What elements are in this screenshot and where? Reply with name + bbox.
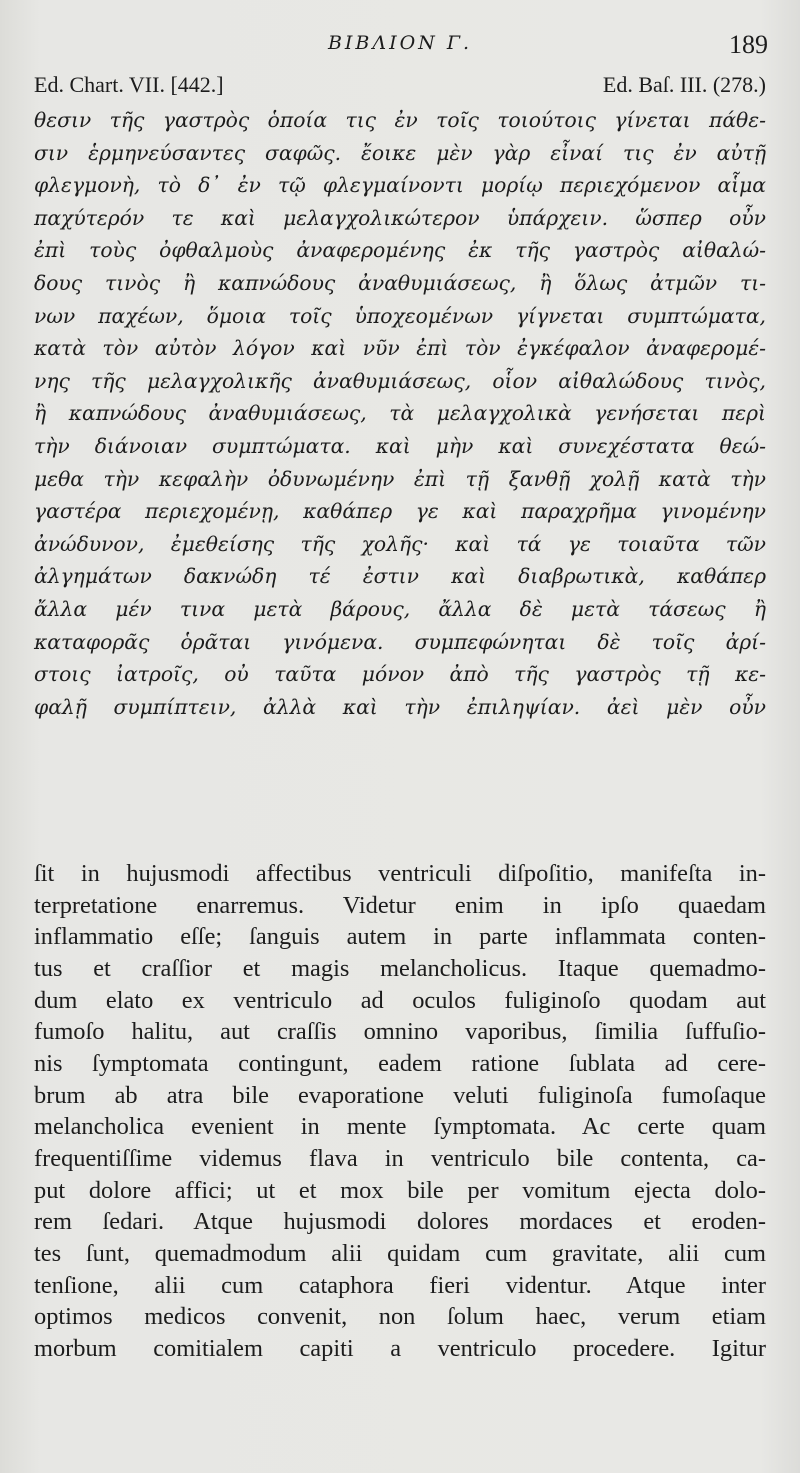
latin-line: brum ab atra bile evaporatione veluti fuliginoſa fumoſaque [34,1081,766,1109]
greek-line: τὴν διάνοιαν συμπτώματα. καὶ μὴν καὶ συνεχέστατα θεώ- [34,433,766,458]
greek-line: μεθα τὴν κεφαλὴν ὀδυνωμένην ἐπὶ τῇ ξανθῇ χολῇ κατὰ τὴν [34,466,766,491]
latin-line: inflammatio eſſe; ſanguis autem in parte inflammata conten- [34,923,766,951]
greek-line: ἀλγημάτων δακνώδη τέ ἐστιν καὶ διαβρωτικὰ, καθάπερ [34,564,766,589]
latin-line: frequentiſſime videmus flava in ventriculo bile contenta, ca- [34,1144,766,1172]
latin-line: morbum comitialem capiti a ventriculo procedere. Igitur [34,1334,766,1362]
latin-line: put dolore affici; ut et mox bile per vomitum ejecta dolo- [34,1176,766,1204]
greek-line: στοις ἰατροῖς, οὐ ταῦτα μόνον ἀπὸ τῆς γαστρὸς τῇ κε- [34,662,766,687]
greek-line: νων παχέων, ὅμοια τοῖς ὑποχεομένων γίγνεται συμπτώματα, [34,303,766,328]
greek-line: νης τῆς μελαγχολικῆς ἀναθυμιάσεως, οἷον αἰθαλώδους τινὸς, [34,368,766,393]
greek-line: δους τινὸς ἢ καπνώδους ἀναθυμιάσεως, ἢ ὅλως ἀτμῶν τι- [34,270,766,295]
greek-line: σιν ἑρμηνεύσαντες σαφῶς. ἔοικε μὲν γὰρ εἶναί τις ἐν αὐτῇ [34,140,766,165]
greek-line: ἢ καπνώδους ἀναθυμιάσεως, τὰ μελαγχολικὰ γενήσεται περὶ [34,401,766,426]
greek-line: ἄλλα μέν τινα μετὰ βάρους, ἄλλα δὲ μετὰ τάσεως ἢ [34,596,766,621]
greek-line: ἐπὶ τοὺς ὀφθαλμοὺς ἀναφερομένης ἐκ τῆς γαστρὸς αἰθαλώ- [34,238,766,263]
greek-line: γαστέρα περιεχομένῃ, καθάπερ γε καὶ παραχρῆμα γινομένην [34,499,766,524]
running-head [0,30,800,64]
greek-line: φαλῇ συμπίπτειν, ἀλλὰ καὶ τὴν ἐπιληψίαν. ἀεὶ μὲν οὖν [34,694,766,719]
edition-reference-right: Ed. Baſ. III. (278.) [602,72,766,97]
greek-text-block [34,104,766,723]
greek-line: θεσιν τῆς γαστρὸς ὁποία τις ἐν τοῖς τοιούτοις γίνεται πάθε- [34,108,766,132]
greek-line: ἀνώδυνον, ἐμεθείσης τῆς χολῆς· καὶ τά γε τοιαῦτα τῶν [34,531,766,556]
greek-line: καταφορᾶς ὁρᾶται γινόμενα. συμπεφώνηται δὲ τοῖς ἀρί- [34,629,766,654]
latin-line: optimos medicos convenit, non ſolum haec, verum etiam [34,1303,766,1331]
greek-line: κατὰ τὸν αὐτὸν λόγον καὶ νῦν ἐπὶ τὸν ἐγκέφαλον ἀναφερομέ- [34,336,766,361]
edition-reference-left: Ed. Chart. VII. [442.] [34,72,224,97]
latin-line: tenſione, alii cum cataphora fieri videntur. Atque inter [34,1271,766,1299]
edition-reference-line [34,72,766,102]
latin-line: fumoſo halitu, aut craſſis omnino vaporibus, ſimilia ſuffuſio- [34,1018,766,1046]
latin-line: nis ſymptomata contingunt, eadem ratione ſublata ad cere- [34,1049,766,1077]
greek-line: φλεγμονὴ, τὸ δ᾽ ἐν τῷ φλεγμαίνοντι μορίῳ περιεχόμενον αἷμα [34,173,766,198]
latin-line: terpretatione enarremus. Videtur enim in ipſo quaedam [34,891,766,919]
latin-line: tes ſunt, quemadmodum alii quidam cum gravitate, alii cum [34,1239,766,1267]
latin-line: rem ſedari. Atque hujusmodi dolores mordaces et eroden- [34,1208,766,1236]
latin-line: ſit in hujusmodi affectibus ventriculi diſpoſitio, manifeſta in- [34,860,766,887]
page-number: 189 [729,30,768,59]
running-title: ΒΙΒΛΙΟΝ Γ. [327,32,473,54]
latin-line: tus et craſſior et magis melancholicus. Itaque quemadmo- [34,954,766,982]
latin-line: dum elato ex ventriculo ad oculos fuliginoſo quodam aut [34,986,766,1014]
greek-line: παχύτερόν τε καὶ μελαγχολικώτερον ὑπάρχειν. ὥσπερ οὖν [34,205,766,230]
latin-text-block [34,858,766,1365]
latin-line: melancholica evenient in mente ſymptomata. Ac certe quam [34,1113,766,1141]
